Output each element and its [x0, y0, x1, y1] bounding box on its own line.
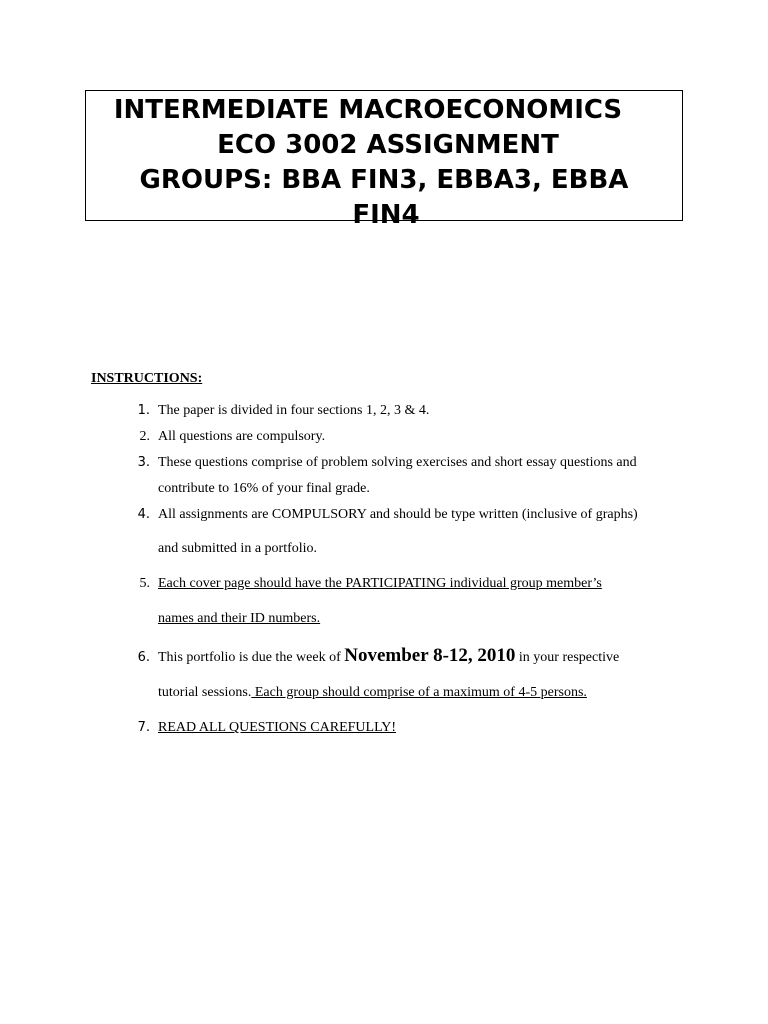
due-date: November 8-12, 2010	[344, 645, 516, 666]
item-number: 7.	[137, 720, 150, 735]
item-number: 6.	[137, 650, 150, 665]
document-title-box	[85, 90, 683, 230]
title-line-groups-continued: FIN4	[352, 200, 420, 230]
item-text-line-1: All assignments are COMPULSORY and should be type written (inclusive of graphs)	[158, 507, 638, 522]
item-text-line-1	[158, 645, 619, 667]
item-text-plain: tutorial sessions.	[158, 685, 252, 700]
item-text-underlined: Each group should comprise of a maximum of 4-5 persons.	[251, 685, 587, 700]
item-number: 1.	[137, 403, 150, 418]
item-text: The paper is divided in four sections 1, 2, 3 & 4.	[158, 403, 430, 418]
item-text: All questions are compulsory.	[158, 429, 326, 444]
item-text-line-1: These questions comprise of problem solving exercises and short essay questions and	[158, 455, 637, 470]
title-line-course: INTERMEDIATE MACROECONOMICS	[113, 95, 623, 125]
item-text-line-2	[158, 685, 587, 701]
item-number: 4.	[137, 507, 150, 522]
item-text-line-1: Each cover page should have the PARTICIPATING individual group member’s	[158, 576, 602, 591]
title-line-groups: GROUPS: BBA FIN3, EBBA3, EBBA	[139, 165, 629, 195]
item-text-before-date: This portfolio is due the week of	[158, 650, 345, 665]
item-text-line-2: names and their ID numbers.	[158, 611, 321, 626]
item-text-line-2: and submitted in a portfolio.	[158, 541, 318, 556]
title-line-assignment: ECO 3002 ASSIGNMENT	[217, 130, 559, 160]
item-text-after-date: in your respective	[515, 650, 620, 665]
item-text-line-2: contribute to 16% of your final grade.	[158, 481, 370, 496]
instructions-heading: INSTRUCTIONS:	[91, 371, 203, 386]
item-number: 3.	[137, 455, 150, 470]
item-number: 2.	[139, 429, 150, 444]
item-text: READ ALL QUESTIONS CAREFULLY!	[158, 720, 397, 735]
item-number: 5.	[139, 576, 150, 591]
